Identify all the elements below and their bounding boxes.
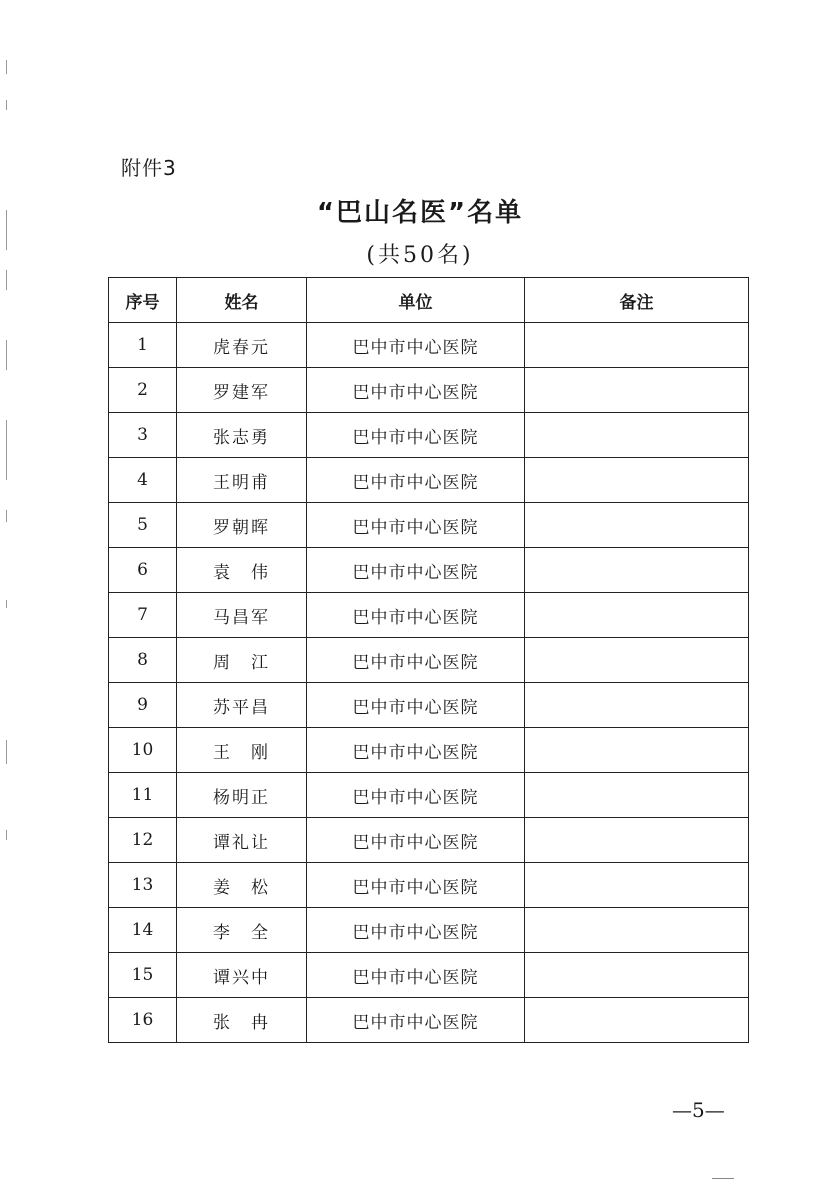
binding-margin-marks [6,40,8,860]
page-number: —5— [672,1098,725,1122]
cell-note [525,413,749,458]
table-row [109,773,749,818]
cell-unit: 巴中市中心医院 [307,818,525,863]
cell-seq: 16 [109,998,177,1043]
cell-unit: 巴中市中心医院 [307,368,525,413]
cell-name: 马昌军 [177,593,307,638]
cell-note [525,998,749,1043]
table-row [109,998,749,1043]
table-row [109,818,749,863]
table-row [109,593,749,638]
cell-unit: 巴中市中心医院 [307,908,525,953]
cell-seq: 2 [109,368,177,413]
table-row [109,908,749,953]
table-row [109,953,749,998]
table-row [109,368,749,413]
table-row [109,503,749,548]
cell-name: 杨明正 [177,773,307,818]
table-header-row [109,278,749,323]
cell-note [525,638,749,683]
cell-name: 张志勇 [177,413,307,458]
cell-note [525,728,749,773]
cell-unit: 巴中市中心医院 [307,683,525,728]
attachment-label: 附件3 [121,156,177,180]
table-row [109,683,749,728]
cell-name: 李 全 [177,908,307,953]
cell-note [525,863,749,908]
cell-name: 王 刚 [177,728,307,773]
cell-note [525,908,749,953]
cell-seq: 12 [109,818,177,863]
cell-name: 罗朝晖 [177,503,307,548]
cell-note [525,593,749,638]
cell-seq: 11 [109,773,177,818]
cell-seq: 5 [109,503,177,548]
footer-mark [712,1178,734,1179]
cell-unit: 巴中市中心医院 [307,863,525,908]
cell-unit: 巴中市中心医院 [307,503,525,548]
cell-unit: 巴中市中心医院 [307,548,525,593]
cell-seq: 15 [109,953,177,998]
cell-name: 袁 伟 [177,548,307,593]
cell-note [525,953,749,998]
cell-note [525,503,749,548]
cell-unit: 巴中市中心医院 [307,953,525,998]
cell-name: 姜 松 [177,863,307,908]
cell-seq: 4 [109,458,177,503]
cell-seq: 7 [109,593,177,638]
cell-unit: 巴中市中心医院 [307,638,525,683]
cell-note [525,458,749,503]
header-name: 姓名 [177,278,307,323]
cell-name: 苏平昌 [177,683,307,728]
table-row [109,548,749,593]
cell-note [525,683,749,728]
cell-name: 王明甫 [177,458,307,503]
table-row [109,863,749,908]
table-row [109,413,749,458]
cell-seq: 14 [109,908,177,953]
cell-seq: 8 [109,638,177,683]
cell-unit: 巴中市中心医院 [307,413,525,458]
cell-note [525,368,749,413]
cell-unit: 巴中市中心医院 [307,323,525,368]
table-row [109,728,749,773]
cell-name: 罗建军 [177,368,307,413]
table-row [109,638,749,683]
cell-note [525,323,749,368]
table-row [109,458,749,503]
document-subtitle: (共50名) [366,243,474,268]
cell-seq: 3 [109,413,177,458]
cell-seq: 9 [109,683,177,728]
cell-note [525,773,749,818]
cell-note [525,548,749,593]
cell-name: 虎春元 [177,323,307,368]
header-seq: 序号 [109,278,177,323]
cell-name: 谭兴中 [177,953,307,998]
document-title: “巴山名医”名单 [316,198,524,228]
table-row [109,323,749,368]
cell-unit: 巴中市中心医院 [307,593,525,638]
cell-seq: 1 [109,323,177,368]
cell-unit: 巴中市中心医院 [307,773,525,818]
header-note: 备注 [525,278,749,323]
cell-unit: 巴中市中心医院 [307,458,525,503]
cell-seq: 13 [109,863,177,908]
doctor-list-table [108,277,749,1043]
header-unit: 单位 [307,278,525,323]
cell-note [525,818,749,863]
cell-unit: 巴中市中心医院 [307,728,525,773]
cell-name: 周 江 [177,638,307,683]
cell-name: 张 冉 [177,998,307,1043]
cell-unit: 巴中市中心医院 [307,998,525,1043]
cell-seq: 10 [109,728,177,773]
cell-seq: 6 [109,548,177,593]
cell-name: 谭礼让 [177,818,307,863]
